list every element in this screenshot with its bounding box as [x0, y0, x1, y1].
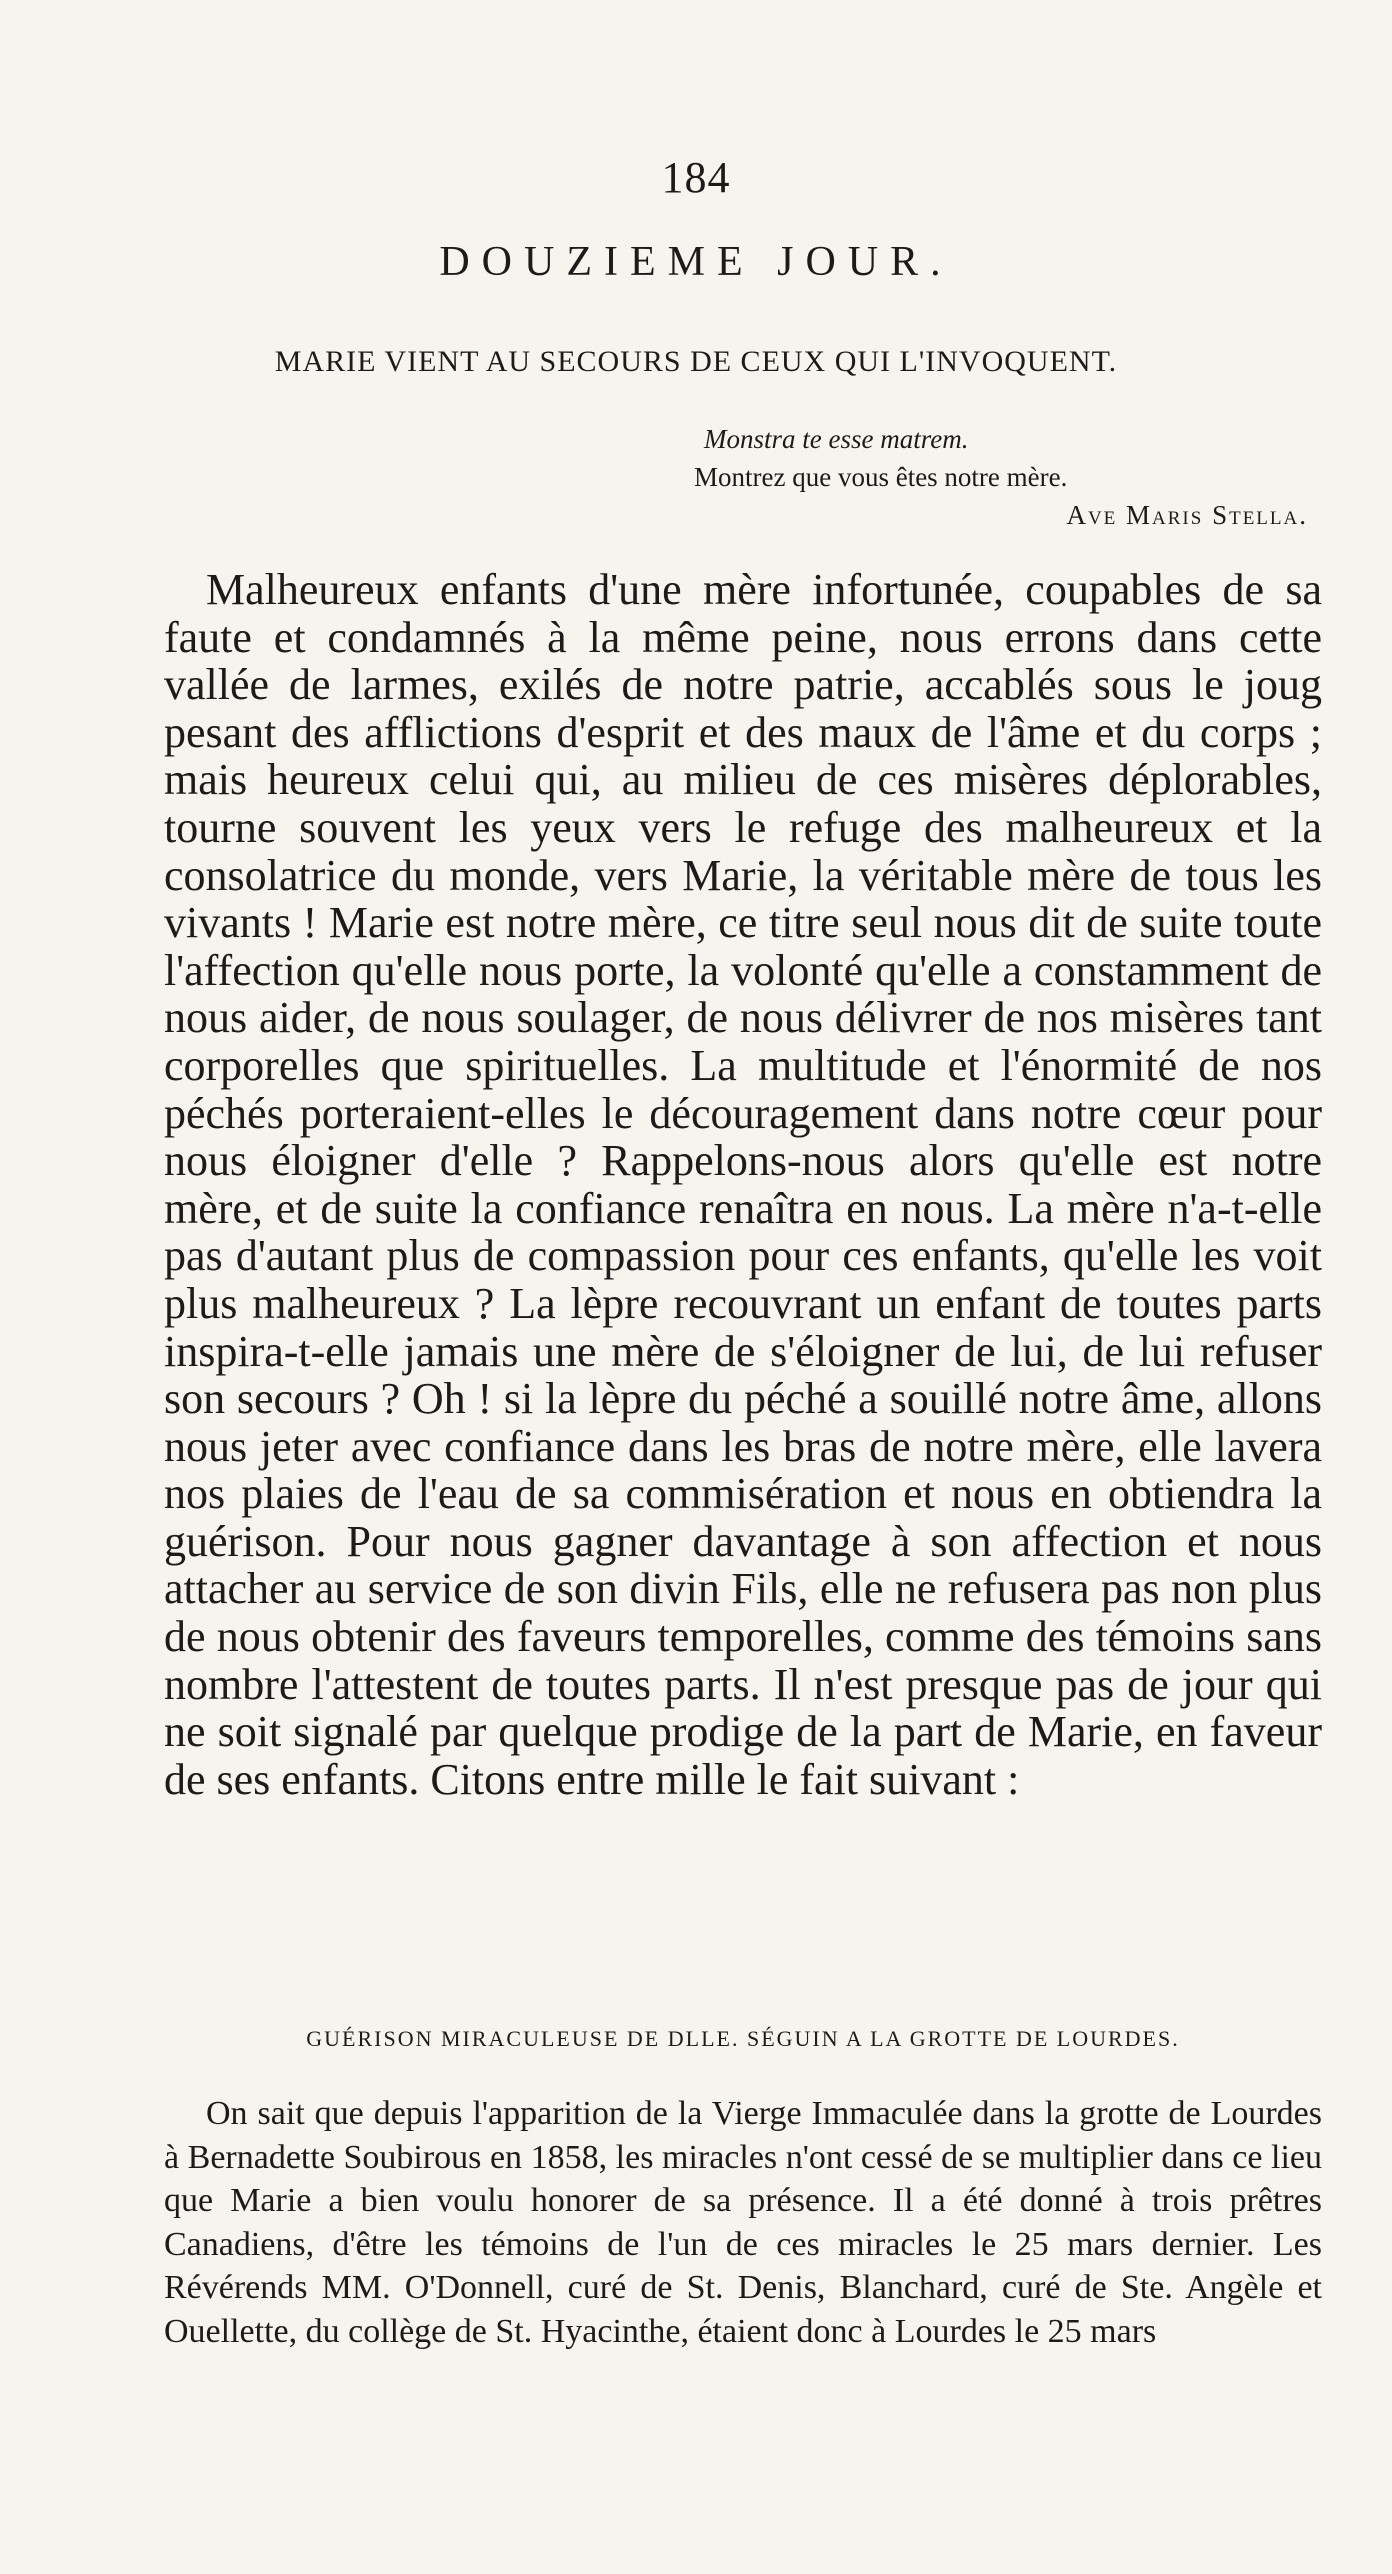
- section-heading: GUÉRISON MIRACULEUSE DE DLLE. SÉGUIN A LA GROTTE DE LOURDES.: [306, 2026, 1180, 2051]
- section-text: [164, 2092, 1322, 2354]
- page-number: 184: [661, 153, 731, 202]
- epigraph-french: Montrez que vous êtes notre mère.: [694, 462, 1068, 492]
- main-paragraph: Malheureux enfants d'une mère infortunée, coupables de sa faute et condamnés à la même peine, nous errons dans cette vallée de larmes, exilés de notre patrie, accablés sous le joug pesant des afflictions d'esprit et des maux de l'âme et du corps ; mais heureux celui qui, au milieu de ces misères déplorables, tourne souvent les yeux vers le refuge des malheureux et la consolatrice du monde, vers Marie, la véritable mère de tous les vivants ! Marie est notre mère, ce titre seul nous dit de suite toute l'affection qu'elle nous porte, la volonté qu'elle a constamment de nous aider, de nous soulager, de nous délivrer de nos misères tant corporelles que spirituelles. La multitude et l'énormité de nos péchés porteraient-elles le découragement dans notre cœur pour nous éloigner d'elle ? Rappelons-nous alors qu'elle est notre mère, et de suite la confiance renaîtra en nous. La mère n'a-t-elle pas d'autant plus de compassion pour ces enfants, qu'elle les voit plus malheureux ? La lèpre recouvrant un enfant de toutes parts inspira-t-elle jamais une mère de s'éloigner de lui, de lui refuser son secours ? Oh ! si la lèpre du péché a souillé notre âme, allons nous jeter avec confiance dans les bras de notre mère, elle lavera nos plaies de l'eau de sa commisération et nous en obtiendra la guérison. Pour nous gagner davantage à son affection et nous attacher au service de son divin Fils, elle ne refusera pas non plus de nous obtenir des faveurs temporelles, comme des témoins sans nombre l'attestent de toutes parts. Il n'est presque pas de jour qui ne soit signalé par quelque prodige de la part de Marie, en faveur de ses enfants. Citons entre mille le fait suivant :: [164, 565, 1322, 1804]
- epigraph-source: Ave Maris Stella.: [1066, 500, 1308, 530]
- epigraph: [680, 420, 1320, 534]
- main-text: [164, 566, 1322, 1803]
- chapter-title: DOUZIEME JOUR.: [439, 239, 953, 285]
- section-paragraph: On sait que depuis l'apparition de la Vierge Immaculée dans la grotte de Lourdes à Bernadette Soubirous en 1858, les miracles n'ont cessé de se multiplier dans ce lieu que Marie a bien voulu honorer de sa présence. Il a été donné à trois prêtres Canadiens, d'être les témoins de l'un de ces miracles le 25 mars dernier. Les Révérends MM. O'Donnell, curé de St. Denis, Blanchard, curé de Ste. Angèle et Ouellette, du collège de St. Hyacinthe, étaient donc à Lourdes le 25 mars: [164, 2095, 1322, 2350]
- chapter-subtitle: MARIE VIENT AU SECOURS DE CEUX QUI L'INVOQUENT.: [274, 345, 1118, 378]
- epigraph-latin: Monstra te esse matrem.: [704, 424, 969, 454]
